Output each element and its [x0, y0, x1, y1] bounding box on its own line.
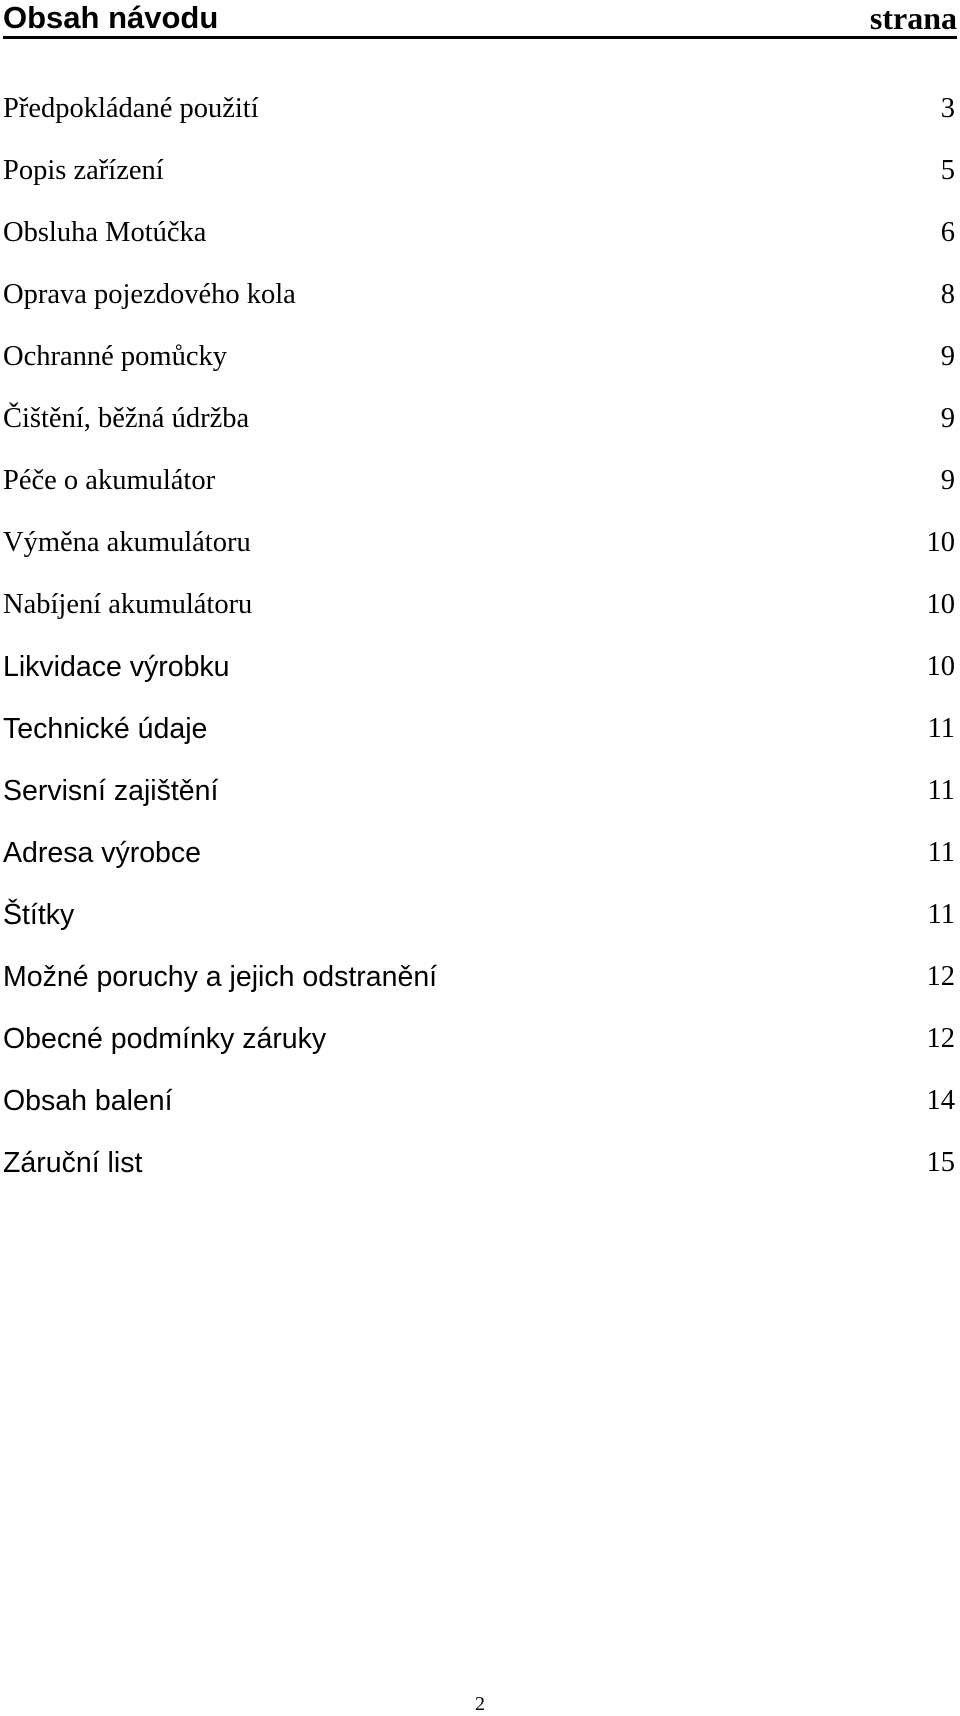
- toc-entry: [3, 1070, 955, 1132]
- toc-entry: [3, 512, 955, 574]
- toc-entry-title: Popis zařízení: [3, 155, 164, 186]
- toc-entry: [3, 1132, 955, 1194]
- toc-entry: [3, 78, 955, 140]
- toc-entry: [3, 946, 955, 1008]
- toc-entry-page: 12: [926, 961, 955, 992]
- toc-entry-title: Péče o akumulátor: [3, 465, 216, 496]
- toc-entry-title: Předpokládané použití: [3, 93, 259, 124]
- toc-entry: [3, 822, 955, 884]
- toc-entry-title: Čištění, běžná údržba: [3, 403, 250, 434]
- page-number: 2: [475, 1693, 485, 1715]
- toc-entry-title: Servisní zajištění: [3, 775, 219, 807]
- toc-entry-page: 12: [926, 1023, 955, 1054]
- toc-entry-page: 11: [927, 837, 955, 868]
- page-column-heading: strana: [869, 0, 957, 36]
- toc-entry-page: 9: [940, 403, 955, 434]
- toc-entry: [3, 698, 955, 760]
- toc-entry: [3, 884, 955, 946]
- toc-heading: Obsah návodu: [3, 0, 219, 35]
- toc-entry: [3, 1008, 955, 1070]
- toc-entry-page: 11: [927, 775, 955, 806]
- toc-entry-page: 9: [940, 465, 955, 496]
- toc-entry-title: Oprava pojezdového kola: [3, 279, 296, 310]
- toc-entry-page: 11: [927, 713, 955, 744]
- toc-entry-page: 10: [926, 527, 955, 558]
- toc-entry: [3, 636, 955, 698]
- toc-entry: [3, 202, 955, 264]
- toc-entry: [3, 326, 955, 388]
- toc-entry-title: Likvidace výrobku: [3, 651, 230, 683]
- toc-entry-title: Záruční list: [3, 1147, 143, 1179]
- toc-entry-title: Nabíjení akumulátoru: [3, 589, 253, 620]
- toc-entry-page: 5: [940, 155, 955, 186]
- toc-entry-page: 3: [940, 93, 955, 124]
- toc-entry-title: Obsah balení: [3, 1085, 173, 1117]
- toc-entry-page: 11: [927, 899, 955, 930]
- toc-entry-title: Výměna akumulátoru: [3, 527, 251, 558]
- toc-header: [3, 0, 957, 39]
- toc-entry-title: Ochranné pomůcky: [3, 341, 227, 372]
- toc-entry-page: 10: [926, 589, 955, 620]
- toc-entry-page: 15: [926, 1147, 955, 1178]
- toc-entry-page: 10: [926, 651, 955, 682]
- toc-entry-title: Technické údaje: [3, 713, 208, 745]
- table-of-contents: [3, 78, 955, 1194]
- toc-entry-title: Štítky: [3, 899, 75, 931]
- toc-entry-page: 9: [940, 341, 955, 372]
- toc-entry: [3, 760, 955, 822]
- toc-entry-page: 8: [940, 279, 955, 310]
- toc-entry-title: Možné poruchy a jejich odstranění: [3, 961, 438, 993]
- toc-entry-page: 6: [940, 217, 955, 248]
- toc-entry: [3, 450, 955, 512]
- toc-entry: [3, 140, 955, 202]
- toc-entry-page: 14: [926, 1085, 955, 1116]
- toc-entry-title: Obecné podmínky záruky: [3, 1023, 327, 1055]
- toc-entry: [3, 264, 955, 326]
- toc-entry: [3, 388, 955, 450]
- toc-entry: [3, 574, 955, 636]
- toc-entry-title: Obsluha Motúčka: [3, 217, 207, 248]
- toc-entry-title: Adresa výrobce: [3, 837, 202, 869]
